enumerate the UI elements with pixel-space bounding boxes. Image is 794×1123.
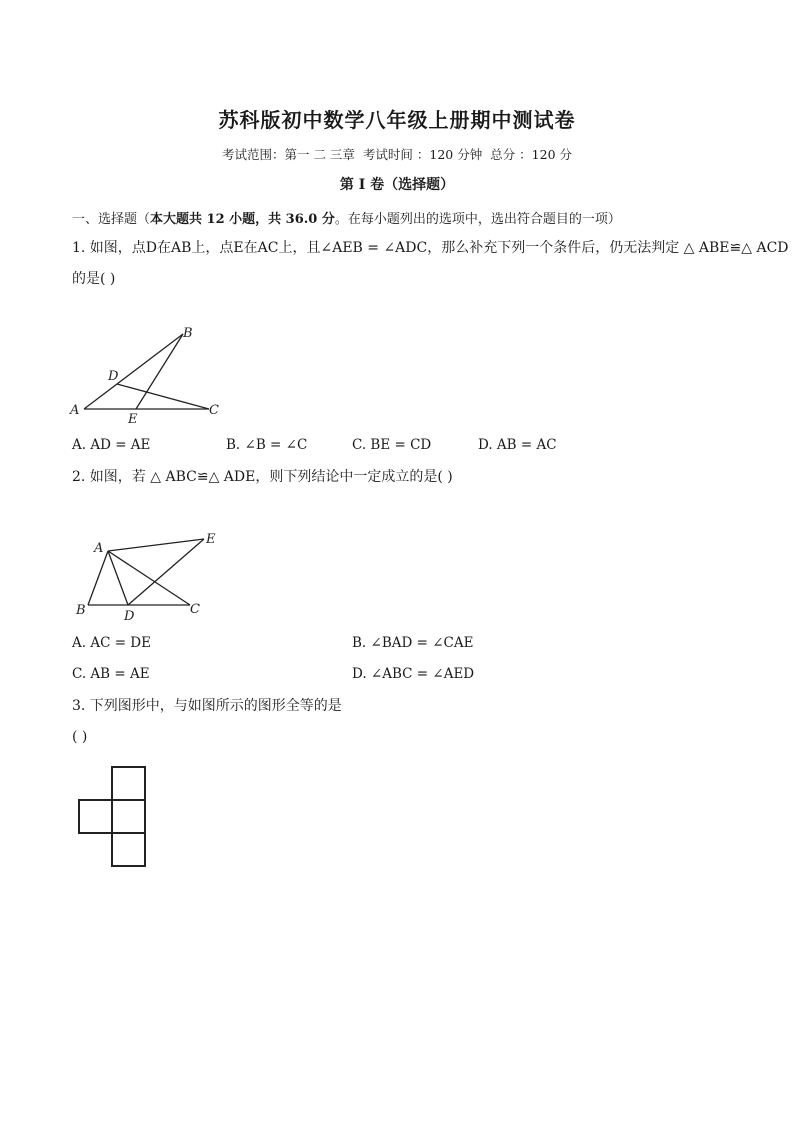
q2-line-ac <box>108 551 190 605</box>
q2-line-ae <box>108 539 204 551</box>
q1-label-a: A <box>70 403 80 418</box>
volume-title: 第 I 卷（选择题） <box>339 177 455 193</box>
q3-square-top <box>112 767 145 800</box>
q1-label-c: C <box>209 403 219 418</box>
section-heading-prefix: 一、选择题（ <box>72 212 151 227</box>
exam-info <box>0 145 794 163</box>
question-1-option-d: D. AB = AC <box>478 437 557 453</box>
q2-label-a: A <box>94 541 104 556</box>
question-1-option-c: C. BE = CD <box>352 437 432 453</box>
question-1-stem: 1. 如图，点D在AB上，点E在AC上，且∠AEB = ∠ADC，那么补充下列一个条件后，仍无法判定 △ ABE≌△ ACD <box>72 240 789 256</box>
section-heading-bold: 本大题共 12 小题，共 36.0 分 <box>150 212 335 227</box>
q1-label-b: B <box>183 326 193 341</box>
q1-label-d: D <box>108 369 119 384</box>
question-1-figure <box>66 322 236 426</box>
exam-total: 总分 ：120 分 <box>490 147 573 162</box>
question-3-stem-cont: ( ) <box>72 729 88 745</box>
q2-label-e: E <box>206 532 216 547</box>
q1-label-e: E <box>128 412 138 426</box>
question-2-option-d: D. ∠ABC = ∠AED <box>352 666 475 682</box>
page-title: 苏科版初中数学八年级上册期中测试卷 <box>218 108 576 132</box>
question-2-option-a: A. AC = DE <box>72 635 151 651</box>
q3-square-bottom <box>112 833 145 866</box>
section-heading-suffix: 。在每小题列出的选项中，选出符合题目的一项） <box>334 212 621 227</box>
q3-square-center <box>112 800 145 833</box>
question-2-stem: 2. 如图，若 △ ABC≌△ ADE，则下列结论中一定成立的是( ) <box>72 469 453 485</box>
q2-line-ad <box>108 551 128 605</box>
exam-time: 考试时间 ：120 分钟 <box>362 147 483 162</box>
q2-line-ab <box>88 551 108 605</box>
question-2-option-c: C. AB = AE <box>72 666 150 682</box>
question-2-option-b: B. ∠BAD = ∠CAE <box>352 635 474 651</box>
question-1-option-b: B. ∠B = ∠C <box>226 437 308 453</box>
question-2-figure <box>70 528 230 624</box>
section-heading <box>72 208 621 227</box>
q2-label-b: B <box>76 603 86 618</box>
q2-label-d: D <box>124 609 135 624</box>
q2-label-c: C <box>190 602 200 617</box>
q1-line-dc <box>117 384 209 409</box>
question-3-figure <box>76 764 150 870</box>
question-1-stem-cont: 的是( ) <box>72 271 116 287</box>
question-1-option-a: A. AD = AE <box>72 437 151 453</box>
exam-range: 考试范围：第一 二 三章 <box>221 147 355 162</box>
question-3-stem: 3. 下列图形中，与如图所示的图形全等的是 <box>72 698 342 714</box>
q1-line-be <box>136 334 183 409</box>
q3-square-left <box>79 800 112 833</box>
